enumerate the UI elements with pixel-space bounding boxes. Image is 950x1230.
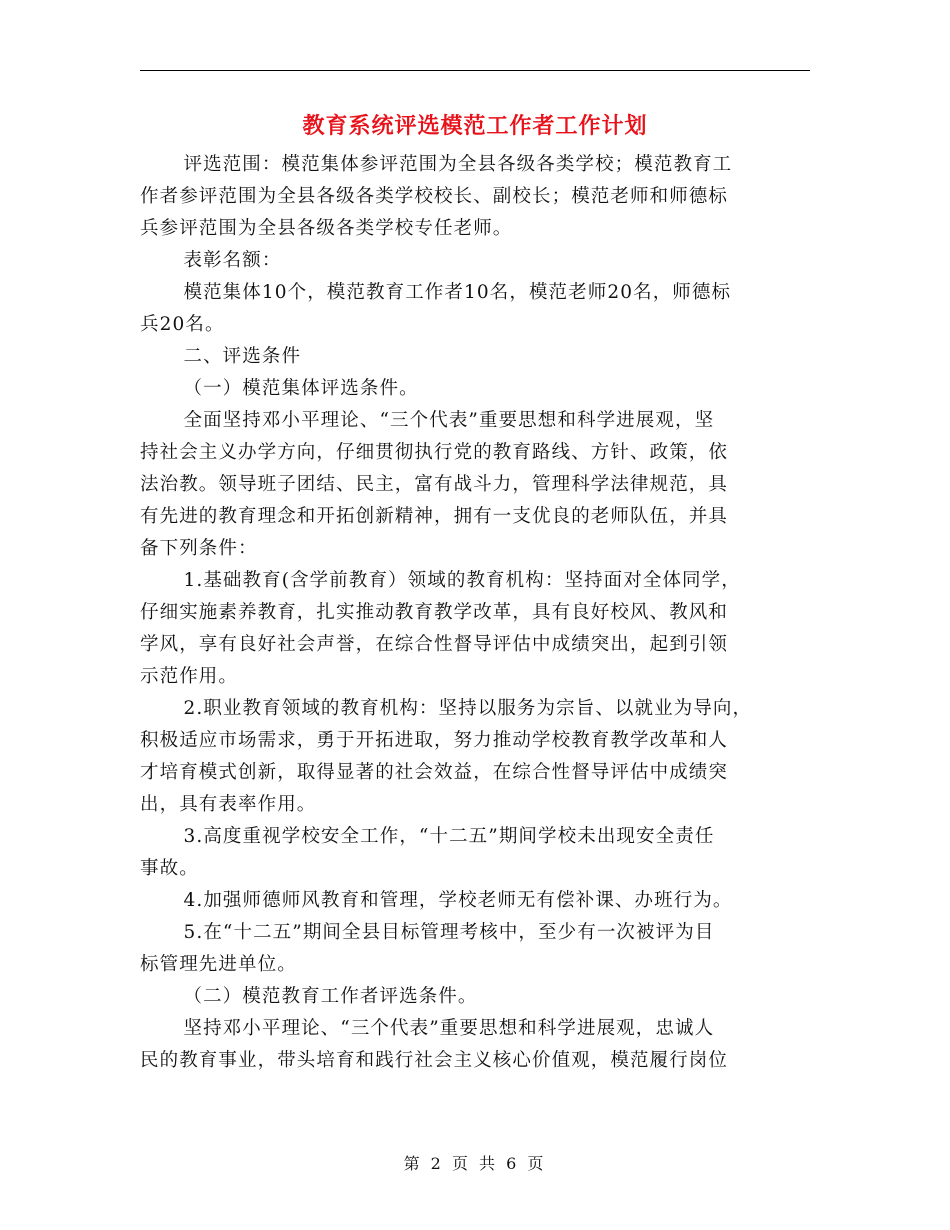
document-body: [140, 149, 810, 1077]
document-title: 教育系统评选模范工作者工作计划: [302, 113, 648, 139]
list-item-3: 3.高度重视学校安全工作，“十二五”期间学校未出现安全责任 事故。: [140, 826, 715, 879]
section-heading-criteria: 二、评选条件: [183, 346, 302, 367]
paragraph-collective-intro: 全面坚持邓小平理论、“三个代表”重要思想和科学进展观，坚 持社会主义办学方向，仔细贯彻执行党的教育路线、方针、政策，依 法治教。领导班子团结、民主，富有战斗力，管理科学法律规范，具 有先进的教育理念和开拓创新精神，拥有一支优良的老师队伍，并具 备下列条件：: [140, 410, 729, 559]
header-rule: [140, 70, 810, 71]
list-item-4: 4.加强师德师风教育和管理，学校老师无有偿补课、办班行为。: [183, 890, 733, 911]
list-item-1: 1.基础教育(含学前教育）领域的教育机构：坚持面对全体同学， 仔细实施素养教育，扎实推动教育教学改革，具有良好校风、教风和 学风，享有良好社会声誉，在综合性督导评估中成绩突出，起到引领 示范作用。: [140, 570, 741, 687]
page-number: 第 2 页 共 6 页: [403, 1154, 547, 1173]
list-item-5: 5.在“十二五”期间全县目标管理考核中，至少有一次被评为目 标管理先进单位。: [140, 922, 715, 975]
paragraph-scope: 评选范围：模范集体参评范围为全县各级各类学校；模范教育工 作者参评范围为全县各级各类学校校长、副校长；模范老师和师德标 兵参评范围为全县各级各类学校专任老师。: [140, 154, 733, 239]
subsection-heading-educator: （二）模范教育工作者评选条件。: [183, 986, 478, 1007]
paragraph-quota-heading: 表彰名额：: [183, 250, 282, 271]
list-item-2: 2.职业教育领域的教育机构：坚持以服务为宗旨、以就业为导向， 积极适应市场需求，勇于开拓进取，努力推动学校教育教学改革和人 才培育模式创新，取得显著的社会效益，在综合性督导评估中成绩突 出，具有表率作用。: [140, 698, 753, 815]
subsection-heading-collective: （一）模范集体评选条件。: [183, 378, 419, 399]
paragraph-quota: 模范集体10个，模范教育工作者10名，模范老师20名，师德标 兵20名。: [140, 282, 732, 335]
paragraph-educator-intro: 坚持邓小平理论、“三个代表”重要思想和科学进展观，忠诚人 民的教育事业，带头培育和践行社会主义核心价值观，模范履行岗位: [140, 1018, 729, 1071]
